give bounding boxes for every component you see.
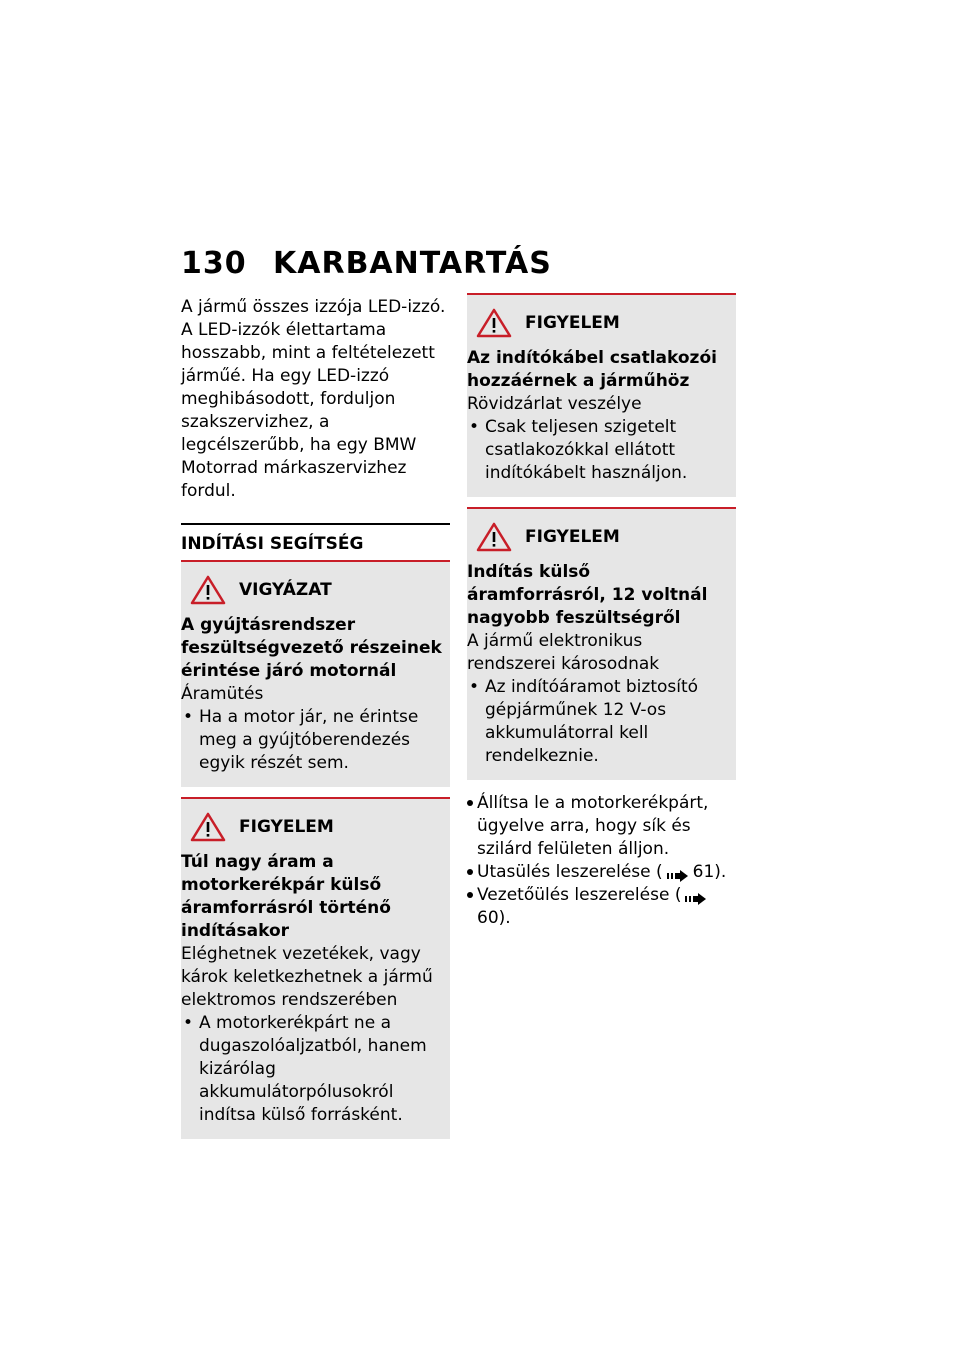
notice-bullets (467, 676, 730, 768)
page-reference-arrow-icon (685, 889, 707, 901)
notice-consequence: A jármű elektronikus rendszerei károsodnak (467, 631, 660, 674)
section-title: INDÍTÁSI SEGÍTSÉG (181, 523, 450, 560)
bullet-item: • A motorkerékpárt ne a dugaszolóaljzatból, hanem kizárólag akkumulátorpólusokról indítsa külső forrásként. (181, 1012, 444, 1127)
notice-header (467, 307, 730, 339)
notice-title: Indítás külső áramforrásról, 12 voltnál nagyobb feszültségről (467, 562, 708, 628)
notice-label: FIGYELEM (525, 527, 620, 547)
page-header (181, 243, 552, 283)
right-column (467, 293, 736, 930)
notice-label: FIGYELEM (525, 313, 620, 333)
warning-triangle-icon (189, 811, 227, 843)
notice-title: Az indítókábel csatlakozói hozzáérnek a járműhöz (467, 348, 717, 391)
caution-bullets (181, 706, 444, 775)
step-text: Állítsa le a motorkerékpárt, ügyelve arra, hogy sík és szilárd felületen álljon. (477, 793, 709, 859)
step-item (467, 884, 736, 930)
notice-consequence: Eléghetnek vezetékek, vagy károk keletkezhetnek a jármű elektromos rendszerében (181, 944, 433, 1010)
step-item (467, 792, 736, 861)
page-number: 130 (181, 245, 247, 281)
notice-header (181, 811, 444, 843)
caution-title: A gyújtásrendszer feszültségvezető részeinek érintése járó motornál (181, 615, 442, 681)
step-text: Vezetőülés leszerelése ( (477, 885, 682, 905)
notice-bullets (467, 416, 730, 485)
caution-header (181, 574, 444, 606)
step-item (467, 861, 736, 884)
bullet-item: • Csak teljesen szigetelt csatlakozókkal ellátott indítókábelt használjon. (467, 416, 730, 485)
warning-triangle-icon (189, 574, 227, 606)
notice-bullets (181, 1012, 444, 1127)
step-suffix: ). (714, 862, 727, 882)
caution-box (181, 560, 450, 787)
page-reference-arrow-icon (667, 866, 689, 878)
notice-title: Túl nagy áram a motorkerékpár külső áramforrásról történő indításakor (181, 852, 391, 941)
notice-label: FIGYELEM (239, 817, 334, 837)
step-suffix: ). (498, 908, 511, 928)
warning-triangle-icon (475, 521, 513, 553)
notice-box-1 (467, 293, 736, 497)
step-text: Utasülés leszerelése ( (477, 862, 663, 882)
procedure-steps (467, 792, 736, 930)
left-column (181, 296, 450, 1139)
chapter-title: KARBANTARTÁS (273, 245, 552, 281)
warning-triangle-icon (475, 307, 513, 339)
bullet-item: • Az indítóáramot biztosító gépjárműnek 12 V-os akkumulátorral kell rendelkeznie. (467, 676, 730, 768)
notice-box (181, 797, 450, 1139)
caution-label: VIGYÁZAT (239, 580, 332, 600)
bullet-item: • Ha a motor jár, ne érintse meg a gyújtóberendezés egyik részét sem. (181, 706, 444, 775)
notice-header (467, 521, 730, 553)
intro-paragraph: A jármű összes izzója LED-izzó. A LED-izzók élettartama hosszabb, mint a feltételezett járműé. Ha egy LED-izzó meghibásodott, forduljon szakszervizhez, a legcélszerűbb, ha egy BMW Motorrad márkaszervizhez fordul. (181, 297, 446, 501)
caution-consequence: Áramütés (181, 684, 264, 704)
notice-box-2 (467, 507, 736, 780)
page-reference-number[interactable]: 60 (477, 908, 499, 928)
page-reference-number[interactable]: 61 (692, 862, 715, 882)
notice-consequence: Rövidzárlat veszélye (467, 394, 642, 414)
